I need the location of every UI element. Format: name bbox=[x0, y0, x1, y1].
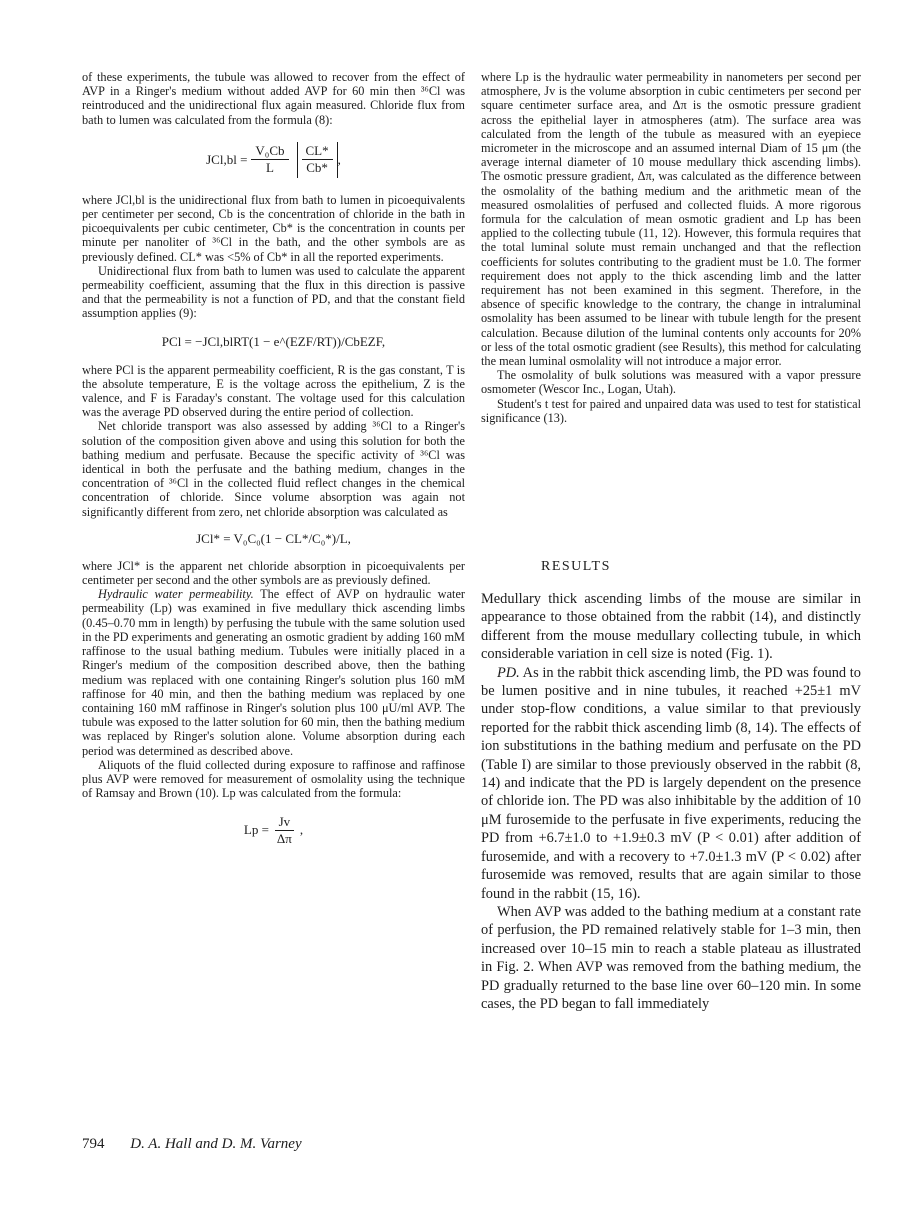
fraction-numerator: V₀Cb bbox=[251, 144, 288, 160]
equation-lhs: Lp = bbox=[243, 822, 269, 838]
fraction-numerator: Jv bbox=[275, 815, 295, 831]
paragraph: Net chloride transport was also assessed by adding ³⁶Cl to a Ringer's solution of the composition given above and using this solution for both the bathing medium and perfusate. Because the specific activity of ³⁶Cl was identical in both the perfusate and the bathing medium, changes in the concentration of ³⁶Cl in the collected fluid reflect changes in the chemical concentration of chloride. Since volume absorption was again not significantly different from zero, net chloride absorption was calculated as bbox=[82, 419, 465, 519]
paragraph: where Lp is the hydraulic water permeability in nanometers per second per atmosphere, Jv is the volume absorption in cubic centimeters per second per square centimeter surface area, and Δπ is the osmotic pressure gradient across the epithelial layer in atmospheres (atm). The surface area was calculated from the length of the tubule as measured with an eyepiece micrometer in the microscope and an assumed internal Diam of 15 μm (the average internal diameter of 10 mouse medullary thick ascending limbs). The osmotic pressure gradient, Δπ, was calculated as the difference between the osmolality of the bathing medium and the arithmetic mean of the measured osmolalities of perfused and collected fluids. A more rigorous formula for the calculation of mean osmotic gradient and Lp has been applied to the collecting tubule (11, 12). However, this formula requires that the total luminal solute must remain unchanged and that the reflection coefficients for solutes contributing to the gradient must be 1.0. The former requirement does not apply to the thick ascending limb and the latter requirement has not been examined in this segment. Therefore, in the absence of specific knowledge to the contrary, the change in intraluminal osmolality has been assumed to be linear with tubule length for the present calculation. Because dilution of the luminal contents only accounts for 20% or less of the total osmotic gradient (see Results), this method for calculating the mean luminal osmolality will not introduce a major error. bbox=[481, 70, 861, 369]
paragraph: The osmolality of bulk solutions was measured with a vapor pressure osmometer (Wescor Inc., Logan, Utah). bbox=[481, 368, 861, 397]
results-text bbox=[481, 590, 861, 1013]
paragraph: Aliquots of the fluid collected during exposure to raffinose and raffinose plus AVP were removed for measurement of osmolality using the technique of Ramsay and Brown (10). Lp was calculated from the formula: bbox=[82, 757, 465, 801]
equation-fraction bbox=[273, 815, 296, 846]
paragraph: Unidirectional flux from bath to lumen was used to calculate the apparent permeability coefficient, assuming that the flux in this direction is passive and that the permeability is not a function of PD, and that the constant field assumption applies (9): bbox=[82, 263, 465, 321]
equation-lp bbox=[82, 800, 465, 860]
paragraph-text: The effect of AVP on hydraulic water permeability (Lp) was examined in five medullary thick ascending limbs (0.45–0.70 mm in length) by perfusing the tubule with the same solution used in the PD experiments and generating an osmotic gradient by adding 160 mM raffinose to the usual bathing medium. Tubules were initially placed in a Ringer's medium of the composition described above, then the bathing medium was replaced with one containing Ringer's solution plus 160 mM raffinose for 40 min, and then the bathing medium was replaced by one containing 160 mM raffinose in Ringer's solution plus 100 μU/ml AVP. The tubule was exposed to the latter solution for 60 min, then the bathing medium was replaced by Ringer's solution alone. Volume absorption during each period was determined as described above. bbox=[82, 587, 465, 758]
equation-net-chloride: JCl* = V₀C₀(1 − CL*/C₀*)/L, bbox=[196, 530, 351, 546]
page-footer bbox=[82, 1136, 302, 1153]
equation-tail: , bbox=[299, 822, 304, 838]
equation-chloride-flux bbox=[82, 127, 465, 193]
paragraph: Medullary thick ascending limbs of the mouse are similar in appearance to those obtained from the rabbit (14), and distinctly different from the mouse medullary collecting tubule, in which considerable variation in cell size is noted (Fig. 1). bbox=[481, 591, 861, 663]
right-column bbox=[481, 70, 861, 425]
equation-bracket bbox=[297, 142, 338, 177]
paragraph bbox=[82, 587, 465, 757]
paragraph: Student's t test for paired and unpaired data was used to test for statistical significance (13). bbox=[481, 396, 861, 425]
equation-permeability: PCl = −JCl,blRT(1 − e^(EZF/RT))/CbEZF, bbox=[161, 333, 386, 349]
section-run-in-heading: Hydraulic water permeability. bbox=[98, 587, 254, 602]
paragraph bbox=[481, 664, 861, 903]
paragraph-text: As in the rabbit thick ascending limb, the PD was found to be lumen positive and in nine tubules, it reached +25±1 mV under stop-flow conditions, a value similar to that previously reported for the rabbit thick ascending limb (8, 14). The effects of ion substitutions in the bathing medium and perfusate on the PD (Table I) are similar to those previously observed in the rabbit (8, 14) and indicate that the PD is largely dependent on the presence of chloride ion. The PD was also inhibitable by the addition of 10 μM furosemide to the perfusate in five experiments, reducing the PD from +6.7±1.0 to +1.9±0.3 mV (P < 0.01) after addition of furosemide, and with a recovery to +7.0±1.3 mV (P < 0.02) after furosemide was removed, results that are again similar to those found in the rabbit (15, 16). bbox=[481, 664, 861, 902]
page-number: 794 bbox=[82, 1136, 105, 1152]
paragraph: where JCl* is the apparent net chloride absorption in picoequivalents per centimeter per second and the other symbols are as previously defined. bbox=[82, 558, 465, 588]
running-authors: D. A. Hall and D. M. Varney bbox=[130, 1136, 302, 1152]
paragraph: When AVP was added to the bathing medium at a constant rate of perfusion, the PD remained relatively stable for 1–3 min, then increased over 10–15 min to reach a stable plateau as illustrated in Fig. 2. When AVP was removed from the bathing medium, the PD gradually returned to the base line over 60–120 min. In some cases, the PD began to fall immediately bbox=[481, 903, 861, 1012]
bracket-denominator: Cb* bbox=[306, 160, 328, 176]
section-heading-results: RESULTS bbox=[541, 559, 611, 574]
fraction-denominator: Δπ bbox=[276, 830, 292, 846]
section-run-in-heading: PD. bbox=[497, 664, 520, 681]
equation-lhs: JCl,bl = bbox=[206, 151, 248, 167]
equation-fraction bbox=[251, 144, 288, 175]
paragraph: where JCl,bl is the unidirectional flux from bath to lumen in picoequivalents per centimeter per second, Cb is the concentration of chloride in the bath in picoequivalents per cubic centimeter, Cb* is the concentration in counts per minute per nanoliter of ³⁶Cl in the bath, and the other symbols are as previously defined. CL* was <5% of Cb* in all the reported experiments. bbox=[82, 192, 465, 264]
fraction-denominator: L bbox=[265, 160, 274, 176]
bracket-numerator: CL* bbox=[302, 144, 333, 160]
paragraph: where PCl is the apparent permeability coefficient, R is the gas constant, T is the absolute temperature, E is the voltage across the epithelium, Z is the valence, and F is Faraday's constant. The voltage used for this calculation was the average PD observed during the entire period of collection. bbox=[82, 362, 465, 420]
equation-tail: , bbox=[337, 151, 341, 167]
left-column bbox=[82, 70, 465, 860]
paragraph: of these experiments, the tubule was allowed to recover from the effect of AVP in a Ringer's medium without added AVP for 60 min then ³⁶Cl was reintroduced and the unidirectional flux again measured. Chloride flux from bath to lumen was calculated from the formula (8): bbox=[82, 70, 465, 127]
